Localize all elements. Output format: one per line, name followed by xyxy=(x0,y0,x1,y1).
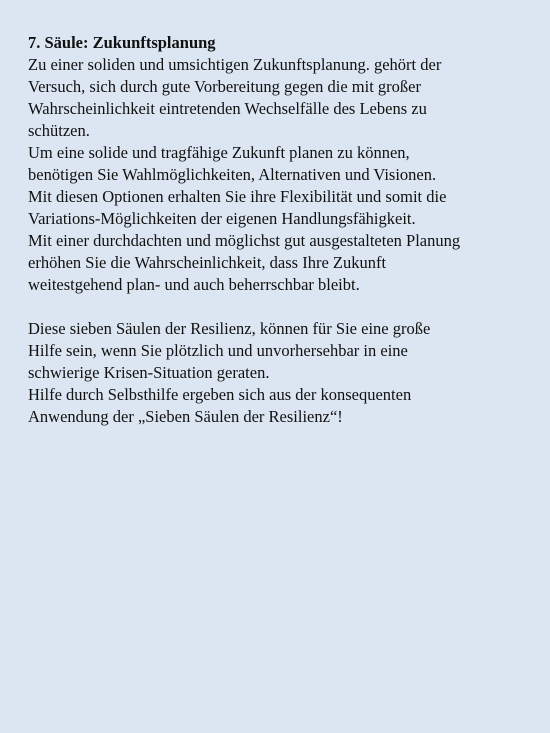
text-line: Um eine solide und tragfähige Zukunft planen zu können, xyxy=(28,143,410,162)
text-line: Anwendung der „Sieben Säulen der Resilienz“! xyxy=(28,407,343,426)
text-line: Variations-Möglichkeiten der eigenen Handlungsfähigkeit. xyxy=(28,209,416,228)
text-line: Hilfe durch Selbsthilfe ergeben sich aus der konsequenten xyxy=(28,385,412,404)
text-line: Zu einer soliden und umsichtigen Zukunftsplanung. gehört der xyxy=(28,55,442,74)
text-line: Mit diesen Optionen erhalten Sie ihre Flexibilität und somit die xyxy=(28,187,447,206)
paragraph-zukunftsplanung xyxy=(28,54,530,296)
text-line: Diese sieben Säulen der Resilienz, können für Sie eine große xyxy=(28,319,431,338)
text-line: schützen. xyxy=(28,121,90,140)
text-line: Hilfe sein, wenn Sie plötzlich und unvorhersehbar in eine xyxy=(28,341,408,360)
text-line: Versuch, sich durch gute Vorbereitung gegen die mit großer xyxy=(28,77,421,96)
text-line: benötigen Sie Wahlmöglichkeiten, Alternativen und Visionen. xyxy=(28,165,437,184)
paragraph-spacer xyxy=(28,296,530,318)
text-line: Mit einer durchdachten und möglichst gut ausgestalteten Planung xyxy=(28,231,461,250)
section-heading: 7. Säule: Zukunftsplanung xyxy=(28,33,216,52)
text-line: Wahrscheinlichkeit eintretenden Wechselfälle des Lebens zu xyxy=(28,99,427,118)
text-line: weitestgehend plan- und auch beherrschbar bleibt. xyxy=(28,275,360,294)
text-line: erhöhen Sie die Wahrscheinlichkeit, dass Ihre Zukunft xyxy=(28,253,387,272)
paragraph-resilienz-summary xyxy=(28,318,530,428)
text-line: schwierige Krisen-Situation geraten. xyxy=(28,363,270,382)
